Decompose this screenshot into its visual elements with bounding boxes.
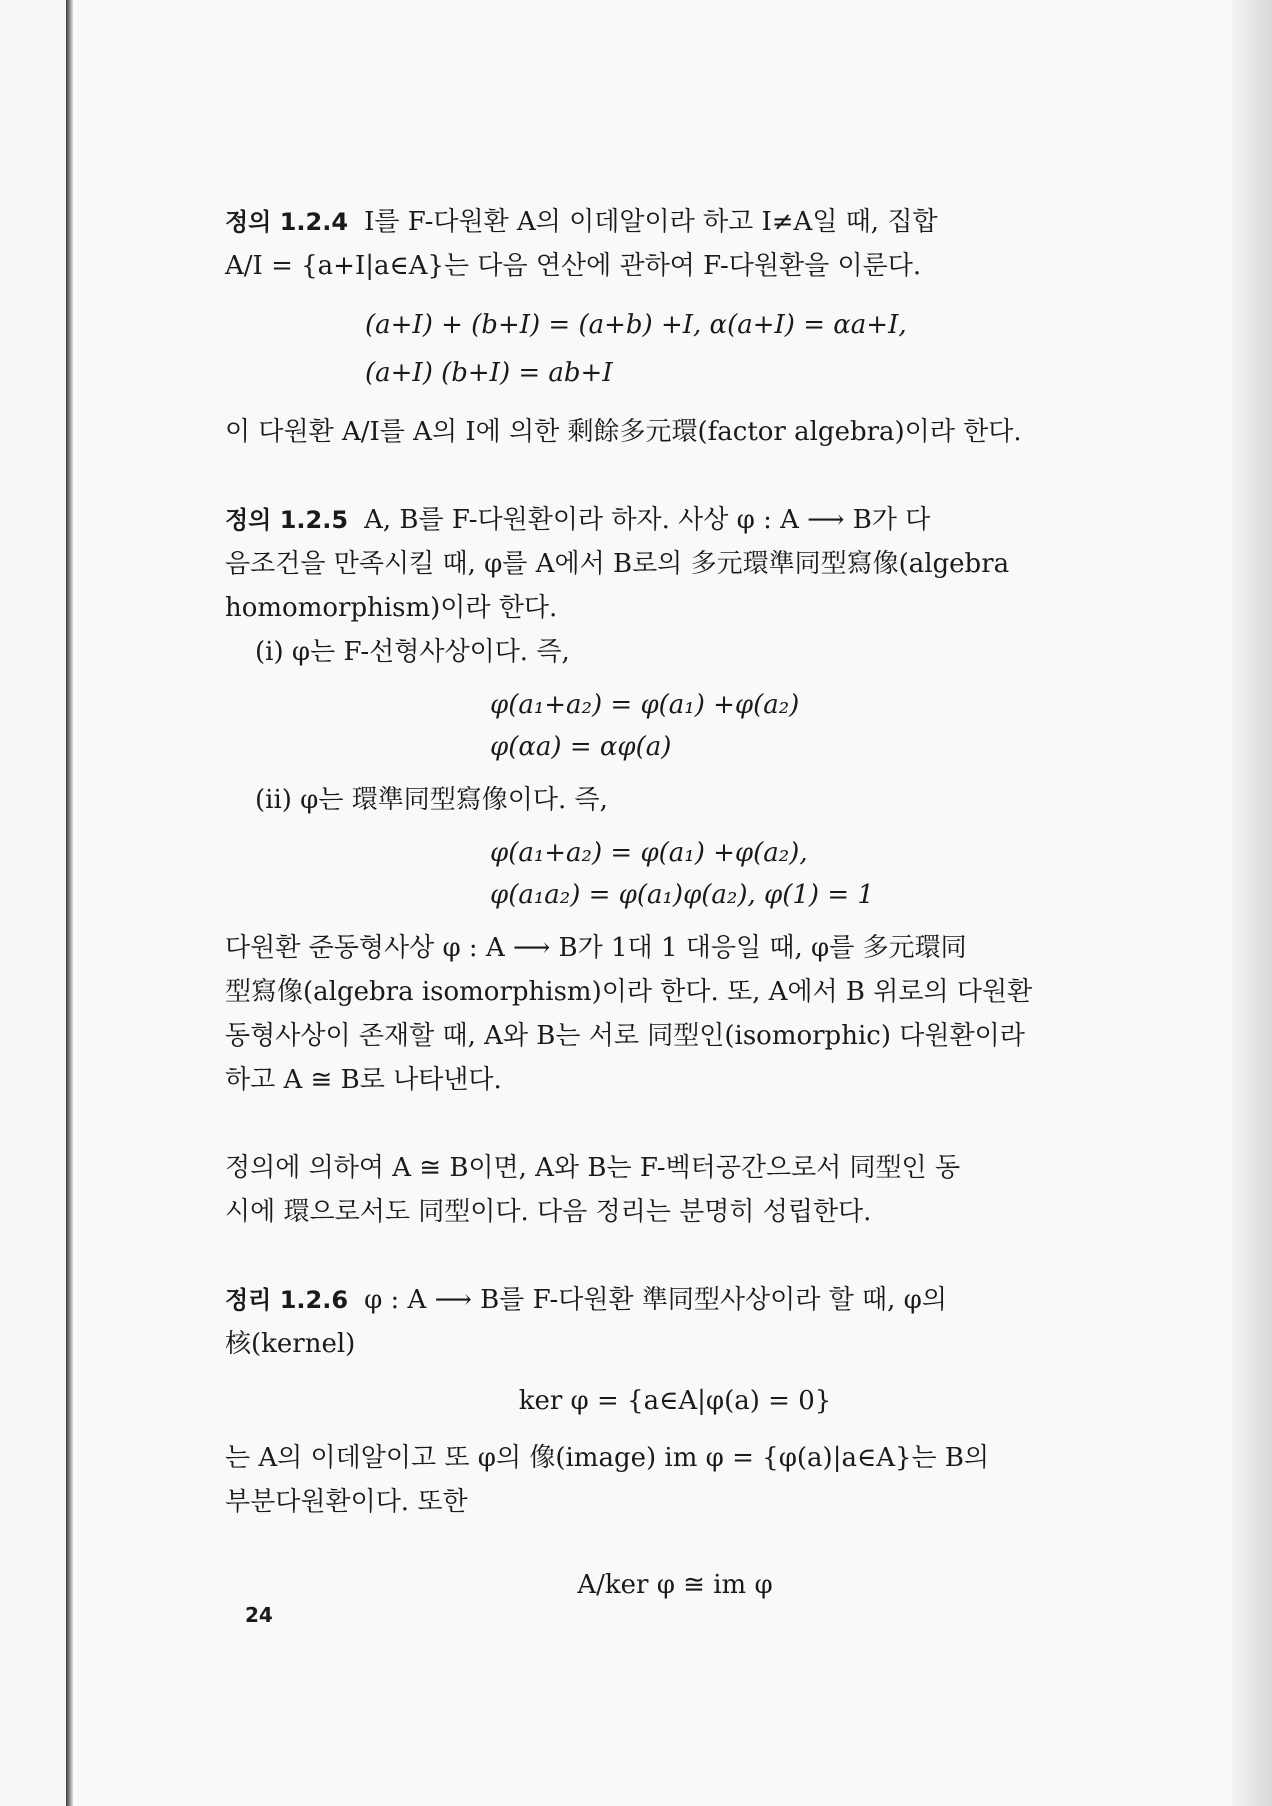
isomorphism-line1: 다원환 준동형사상 φ : A ⟶ B가 1대 1 대응일 때, φ를 多元環同 [225,933,967,963]
definition-1-2-4-line3: 이 다원환 A/I를 A의 I에 의한 剩餘多元環(factor algebra)이라 한다. [225,417,1022,447]
equation-first-isomorphism: A/ker φ ≅ im φ [577,1570,773,1600]
definition-heading: 정의 1.2.5 [225,506,349,534]
theorem-1-2-6-line4: 부분다원환이다. 또한 [225,1487,468,1517]
page-content [225,200,1125,1620]
isomorphism-line2: 型寫像(algebra isomorphism)이라 한다. 또, A에서 B 위로의 다원환 [225,977,1033,1007]
equation-ring-additivity: φ(a₁+a₂) = φ(a₁) +φ(a₂), [490,838,808,868]
theorem-1-2-6-line3: 는 A의 이데알이고 또 φ의 像(image) im φ = {φ(a)|a∈A}는 B의 [225,1443,990,1473]
theorem-heading: 정리 1.2.6 [225,1286,349,1314]
definition-1-2-5-line3: homomorphism)이라 한다. [225,593,558,623]
isomorphism-line4: 하고 A ≅ B로 나타낸다. [225,1065,502,1095]
equation-kernel: ker φ = {a∈A|φ(a) = 0} [518,1386,832,1416]
definition-1-2-5-line1: 정의 1.2.5 A, B를 F-다원환이라 하자. 사상 φ : A ⟶ B가 다 [225,505,931,535]
definition-heading: 정의 1.2.4 [225,208,349,236]
equation-additivity: φ(a₁+a₂) = φ(a₁) +φ(a₂) [490,690,800,720]
definition-1-2-4-line2: A/I = {a+I|a∈A}는 다음 연산에 관하여 F-다원환을 이룬다. [225,251,922,281]
page-binding-edge [66,0,73,1806]
condition-ii: (ii) φ는 環準同型寫像이다. 즉, [255,785,608,815]
equation-ring-multiplicativity: φ(a₁a₂) = φ(a₁)φ(a₂), φ(1) = 1 [490,880,874,910]
equation-addition-scalar: (a+I) + (b+I) = (a+b) +I, α(a+I) = αa+I, [365,310,907,340]
remark-line1: 정의에 의하여 A ≅ B이면, A와 B는 F-벡터공간으로서 同型인 동 [225,1153,961,1183]
definition-1-2-4-line1: 정의 1.2.4 I를 F-다원환 A의 이데알이라 하고 I≠A일 때, 집합 [225,207,938,237]
page-right-shadow [1232,0,1272,1806]
condition-i: (i) φ는 F-선형사상이다. 즉, [255,637,570,667]
page-number: 24 [245,1603,273,1627]
equation-homogeneity: φ(αa) = αφ(a) [490,732,672,762]
theorem-1-2-6-line1: 정리 1.2.6 φ : A ⟶ B를 F-다원환 準同型사상이라 할 때, φ의 [225,1285,947,1315]
definition-1-2-5-line2: 음조건을 만족시킬 때, φ를 A에서 B로의 多元環準同型寫像(algebra [225,549,1010,579]
isomorphism-line3: 동형사상이 존재할 때, A와 B는 서로 同型인(isomorphic) 다원환이라 [225,1021,1025,1051]
remark-line2: 시에 環으로서도 同型이다. 다음 정리는 분명히 성립한다. [225,1197,872,1227]
equation-multiplication: (a+I) (b+I) = ab+I [365,358,613,388]
theorem-1-2-6-line2: 核(kernel) [225,1329,356,1359]
